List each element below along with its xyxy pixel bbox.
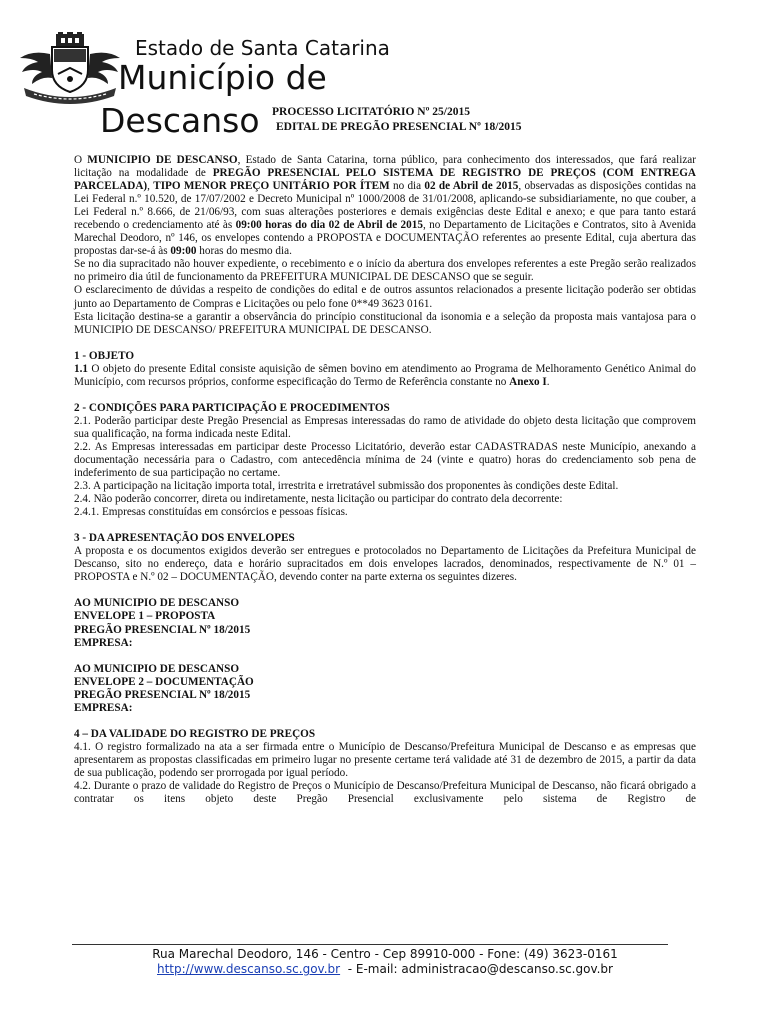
envelope-1-label [74,597,696,649]
municipality-name-line2: Descanso [100,101,260,140]
text: . [546,375,550,388]
envelope-line: EMPRESA: [74,636,133,649]
letterhead [0,0,770,150]
section-1-text [74,363,696,389]
text-bold: TIPO MENOR PREÇO UNITÁRIO POR ÍTEM [153,180,390,193]
item-2-4-1: 2.4.1. Empresas constituídas em consórcios e pessoas físicas. [74,506,348,519]
state-name: Estado de Santa Catarina [135,36,390,60]
footer-contact [0,962,770,976]
process-number: PROCESSO LICITATÓRIO Nº 25/2015 [272,106,470,118]
paragraph-clarification: O esclarecimento de dúvidas a respeito de condições do edital e de outros assuntos relacionados a presente licitação poderão ser obtidas junto ao Departamento de Compras e Licitações ou pelo fone 0**49 3623 0161. [74,284,696,310]
section-title-objeto: 1 - OBJETO [74,349,135,362]
item-4-1: 4.1. O registro formalizado na ata a ser firmada entre o Município de Descanso/Prefeitura Municipal de Descanso e as empresas que apresentarem as propostas classificadas em primeiro lugar no presente certame terá validade até 31 de dezembro de 2015, a partir da data de sua publicação, podendo ser prorrogada por igual período. [74,740,696,779]
paragraph-holiday: Se no dia supracitado não houver expediente, o recebimento e o início da abertura dos envelopes referentes a este Pregão serão realizados no primeiro dia útil de funcionamento da PREFEITURA MUNICIPAL DE DESCANSO que se seguir. [74,258,696,284]
text: , Estado de Santa Catarina, torna público, para conhecimento dos interessados, que fará realizar licitação na modalidade de [74,154,696,180]
section-3-text: A proposta e os documentos exigidos deverão ser entregues e protocolados no Departamento de Licitações da Prefeitura Municipal de Descanso, sito no endereço, data e horário supracitados em dois envelopes lacrados, denominados, respectivamente de N.º 01 – PROPOSTA e N.º 02 – DOCUMENTAÇÃO, devendo conter na parte externa os seguintes dizeres. [74,545,696,584]
envelope-line: AO MUNICIPIO DE DESCANSO [74,597,240,610]
envelope-line: ENVELOPE 2 – DOCUMENTAÇÃO [74,675,254,688]
email-text: - E-mail: administracao@descanso.sc.gov.br [340,962,613,976]
municipality-name-line1: Município de [118,58,327,97]
document-body [74,154,696,806]
website-link[interactable]: http://www.descanso.sc.gov.br [157,962,341,976]
envelope-line: AO MUNICIPIO DE DESCANSO [74,662,240,675]
text: O [74,154,88,166]
footer-divider [72,944,668,945]
text-bold: 02 de Abril de 2015 [424,180,519,193]
text: no dia [389,180,425,193]
text-bold: PREGÃO PRESENCIAL PELO SISTEMA DE REGISTRO DE PREÇOS (COM ENTREGA PARCELADA) [74,167,696,193]
text: , [147,180,154,193]
coat-of-arms-icon [18,32,122,104]
text-bold: 09:00 [170,245,197,258]
envelope-line: ENVELOPE 1 – PROPOSTA [74,610,216,623]
text-bold: 1.1 [74,362,88,375]
envelope-2-label [74,663,696,715]
text: , observadas as disposições contidas na Lei Federal n.º 10.520, de 17/07/2002 e Decreto Municipal nº 1000/2008 de 31/01/2008, aplicando-se subsidiariamente, no que couber, a Lei Federal n.º 8.666, de 21/06/93, com suas alterações posteriores e demais exigências deste Edital e anexo; e que para tanto estará recebendo o credenciamento até às [74,180,697,232]
item-2-1: 2.1. Poderão participar deste Pregão Presencial as Empresas interessadas do ramo de atividade do objeto desta licitação que comprovem sua qualificação, na forma indicada neste Edital. [74,414,696,440]
intro-paragraph [74,154,696,258]
text-bold: 09:00 horas do dia 02 de Abril de 2015 [235,219,423,232]
text: horas do mesmo dia. [196,245,292,258]
paragraph-purpose: Esta licitação destina-se a garantir a observância do princípio constitucional da isonomia e a seleção da proposta mais vantajosa para o MUNICIPIO DE DESCANSO/ PREFEITURA MUNICIPAL DE DESCANSO. [74,310,696,336]
section-title-condicoes: 2 - CONDIÇÕES PARA PARTICIPAÇÃO E PROCEDIMENTOS [74,401,390,414]
text: , no Departamento de Licitações e Contratos, sito à Avenida Marechal Deodoro, nº 146, os envelopes contendo a PROPOSTA e DOCUMENTAÇÃO referentes ao presente Edital, cuja abertura das propostas dar-se-á às [74,219,696,258]
item-2-2: 2.2. As Empresas interessadas em participar deste Processo Licitatório, deverão estar CADASTRADAS neste Município, anexando a documentação necessária para o Cadastro, com antecedência mínima de 24 (vinte e quatro) horas do credenciamento sob pena de indeferimento de sua participação no certame. [74,440,696,480]
item-4-2: 4.2. Durante o prazo de validade do Registro de Preços o Município de Descanso/Prefeitura Municipal de Descanso, não ficará obrigado a contratar os itens objeto deste Pregão Presencial exclusivamente pelo sistema de Registro de [74,779,696,806]
text-bold: Anexo I [509,375,547,388]
text: O objeto do presente Edital consiste aquisição de sêmen bovino em atendimento ao Programa de Melhoramento Genético Animal do Município, com recursos próprios, conforme especificação do Termo de Referência constante no [74,362,696,388]
section-title-envelopes: 3 - DA APRESENTAÇÃO DOS ENVELOPES [74,532,295,545]
item-2-4: 2.4. Não poderão concorrer, direta ou indiretamente, nesta licitação ou participar do contrato dela decorrente: [74,493,563,506]
envelope-line: EMPRESA: [74,701,133,714]
footer-address: Rua Marechal Deodoro, 146 - Centro - Cep 89910-000 - Fone: (49) 3623-0161 [152,947,618,961]
envelope-line: PREGÃO PRESENCIAL Nº 18/2015 [74,623,251,636]
edital-number: EDITAL DE PREGÃO PRESENCIAL Nº 18/2015 [276,121,522,133]
text-bold: MUNICIPIO DE DESCANSO [87,154,238,166]
envelope-line: PREGÃO PRESENCIAL Nº 18/2015 [74,688,251,701]
section-title-validade: 4 – DA VALIDADE DO REGISTRO DE PREÇOS [74,727,316,740]
item-2-3: 2.3. A participação na licitação importa total, irrestrita e irretratável submissão dos proponentes às condições deste Edital. [74,480,619,493]
